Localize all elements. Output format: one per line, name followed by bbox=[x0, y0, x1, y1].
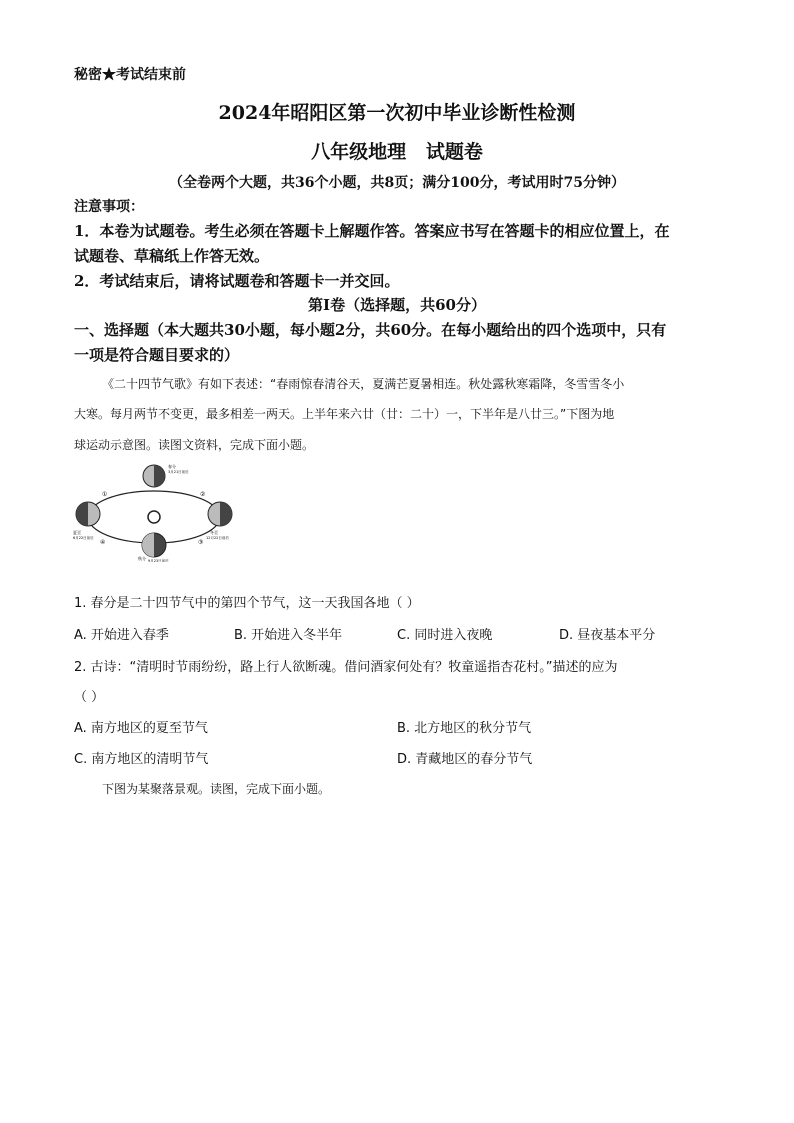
question-2-stem: 2. 古诗：“清明时节雨纷纷，路上行人欲断魂。借问酒家何处有？牧童遥指杏花村。”描述的应为 bbox=[74, 660, 618, 675]
notice-heading: 注意事项： bbox=[74, 199, 144, 215]
earth-orbit-diagram bbox=[70, 462, 260, 562]
label-autumn-date: 9月23日前后 bbox=[148, 559, 169, 562]
question-1-option-a[interactable]: A. 开始进入春季 bbox=[74, 628, 169, 643]
label-summer-date: 6月22日前后 bbox=[73, 536, 94, 540]
earth-top-icon bbox=[143, 465, 165, 487]
question-2-option-d[interactable]: D. 青藏地区的春分节气 bbox=[397, 752, 533, 767]
intro-line-1: 《二十四节气歌》有如下表述：“春雨惊春清谷天，夏满芒夏暑相连。秋处露秋寒霜降，冬雪雪冬小 bbox=[102, 377, 625, 391]
earth-left-icon bbox=[76, 502, 100, 526]
part-heading-line-2: 一项是符合题目要求的） bbox=[74, 346, 240, 364]
sun-icon bbox=[148, 511, 160, 523]
label-spring: 春分 bbox=[168, 464, 176, 469]
question-2-stem-cont: （ ） bbox=[74, 690, 105, 705]
next-question-intro: 下图为某聚落景观。读图，完成下面小题。 bbox=[102, 782, 331, 796]
intro-line-2: 大寒。每月两节不变更，最多相差一两天。上半年来六廿（廿：二十）一，下半年是八廿三。”下图为地 bbox=[74, 407, 615, 421]
secret-label: 秘密★考试结束前 bbox=[74, 67, 186, 83]
label-n4: ④ bbox=[100, 539, 106, 546]
label-autumn: 秋分 bbox=[138, 556, 146, 561]
earth-right-icon bbox=[208, 502, 232, 526]
notice-item-2: 2．考试结束后，请将试题卷和答题卡一并交回。 bbox=[74, 272, 400, 290]
question-1-option-c[interactable]: C. 同时进入夜晚 bbox=[397, 628, 493, 643]
part-heading-line-1: 一、选择题（本大题共30小题，每小题2分，共60分。在每小题给出的四个选项中，只有 bbox=[74, 321, 667, 339]
label-n1: ① bbox=[102, 491, 108, 498]
label-n2: ② bbox=[200, 491, 206, 498]
label-spring-date: 3月21日前后 bbox=[168, 470, 189, 474]
exam-subject-title: 八年级地理 试题卷 bbox=[311, 141, 483, 163]
label-winter-date: 12月22日前后 bbox=[206, 536, 229, 540]
label-winter: 冬至 bbox=[210, 530, 218, 535]
label-summer: 夏至 bbox=[73, 530, 81, 535]
question-2-option-a[interactable]: A. 南方地区的夏至节气 bbox=[74, 721, 208, 736]
exam-title: 2024年昭阳区第一次初中毕业诊断性检测 bbox=[218, 102, 576, 124]
earth-bottom-icon bbox=[142, 533, 166, 557]
notice-item-1-line-2: 试题卷、草稿纸上作答无效。 bbox=[74, 247, 270, 265]
exam-info: （全卷两个大题，共36个小题，共8页；满分100分，考试用时75分钟） bbox=[169, 175, 625, 191]
question-2-option-c[interactable]: C. 南方地区的清明节气 bbox=[74, 752, 209, 767]
question-1-stem: 1. 春分是二十四节气中的第四个节气，这一天我国各地（ ） bbox=[74, 596, 420, 611]
question-1-option-b[interactable]: B. 开始进入冬半年 bbox=[234, 628, 343, 643]
intro-line-3: 球运动示意图。读图文资料，完成下面小题。 bbox=[74, 438, 315, 452]
notice-item-1-line-1: 1．本卷为试题卷。考生必须在答题卡上解题作答。答案应书写在答题卡的相应位置上，在 bbox=[74, 222, 670, 240]
label-n3: ③ bbox=[198, 539, 204, 546]
question-2-option-b[interactable]: B. 北方地区的秋分节气 bbox=[397, 721, 532, 736]
question-1-option-d[interactable]: D. 昼夜基本平分 bbox=[559, 628, 656, 643]
section-title: 第Ⅰ卷（选择题，共60分） bbox=[308, 296, 486, 314]
